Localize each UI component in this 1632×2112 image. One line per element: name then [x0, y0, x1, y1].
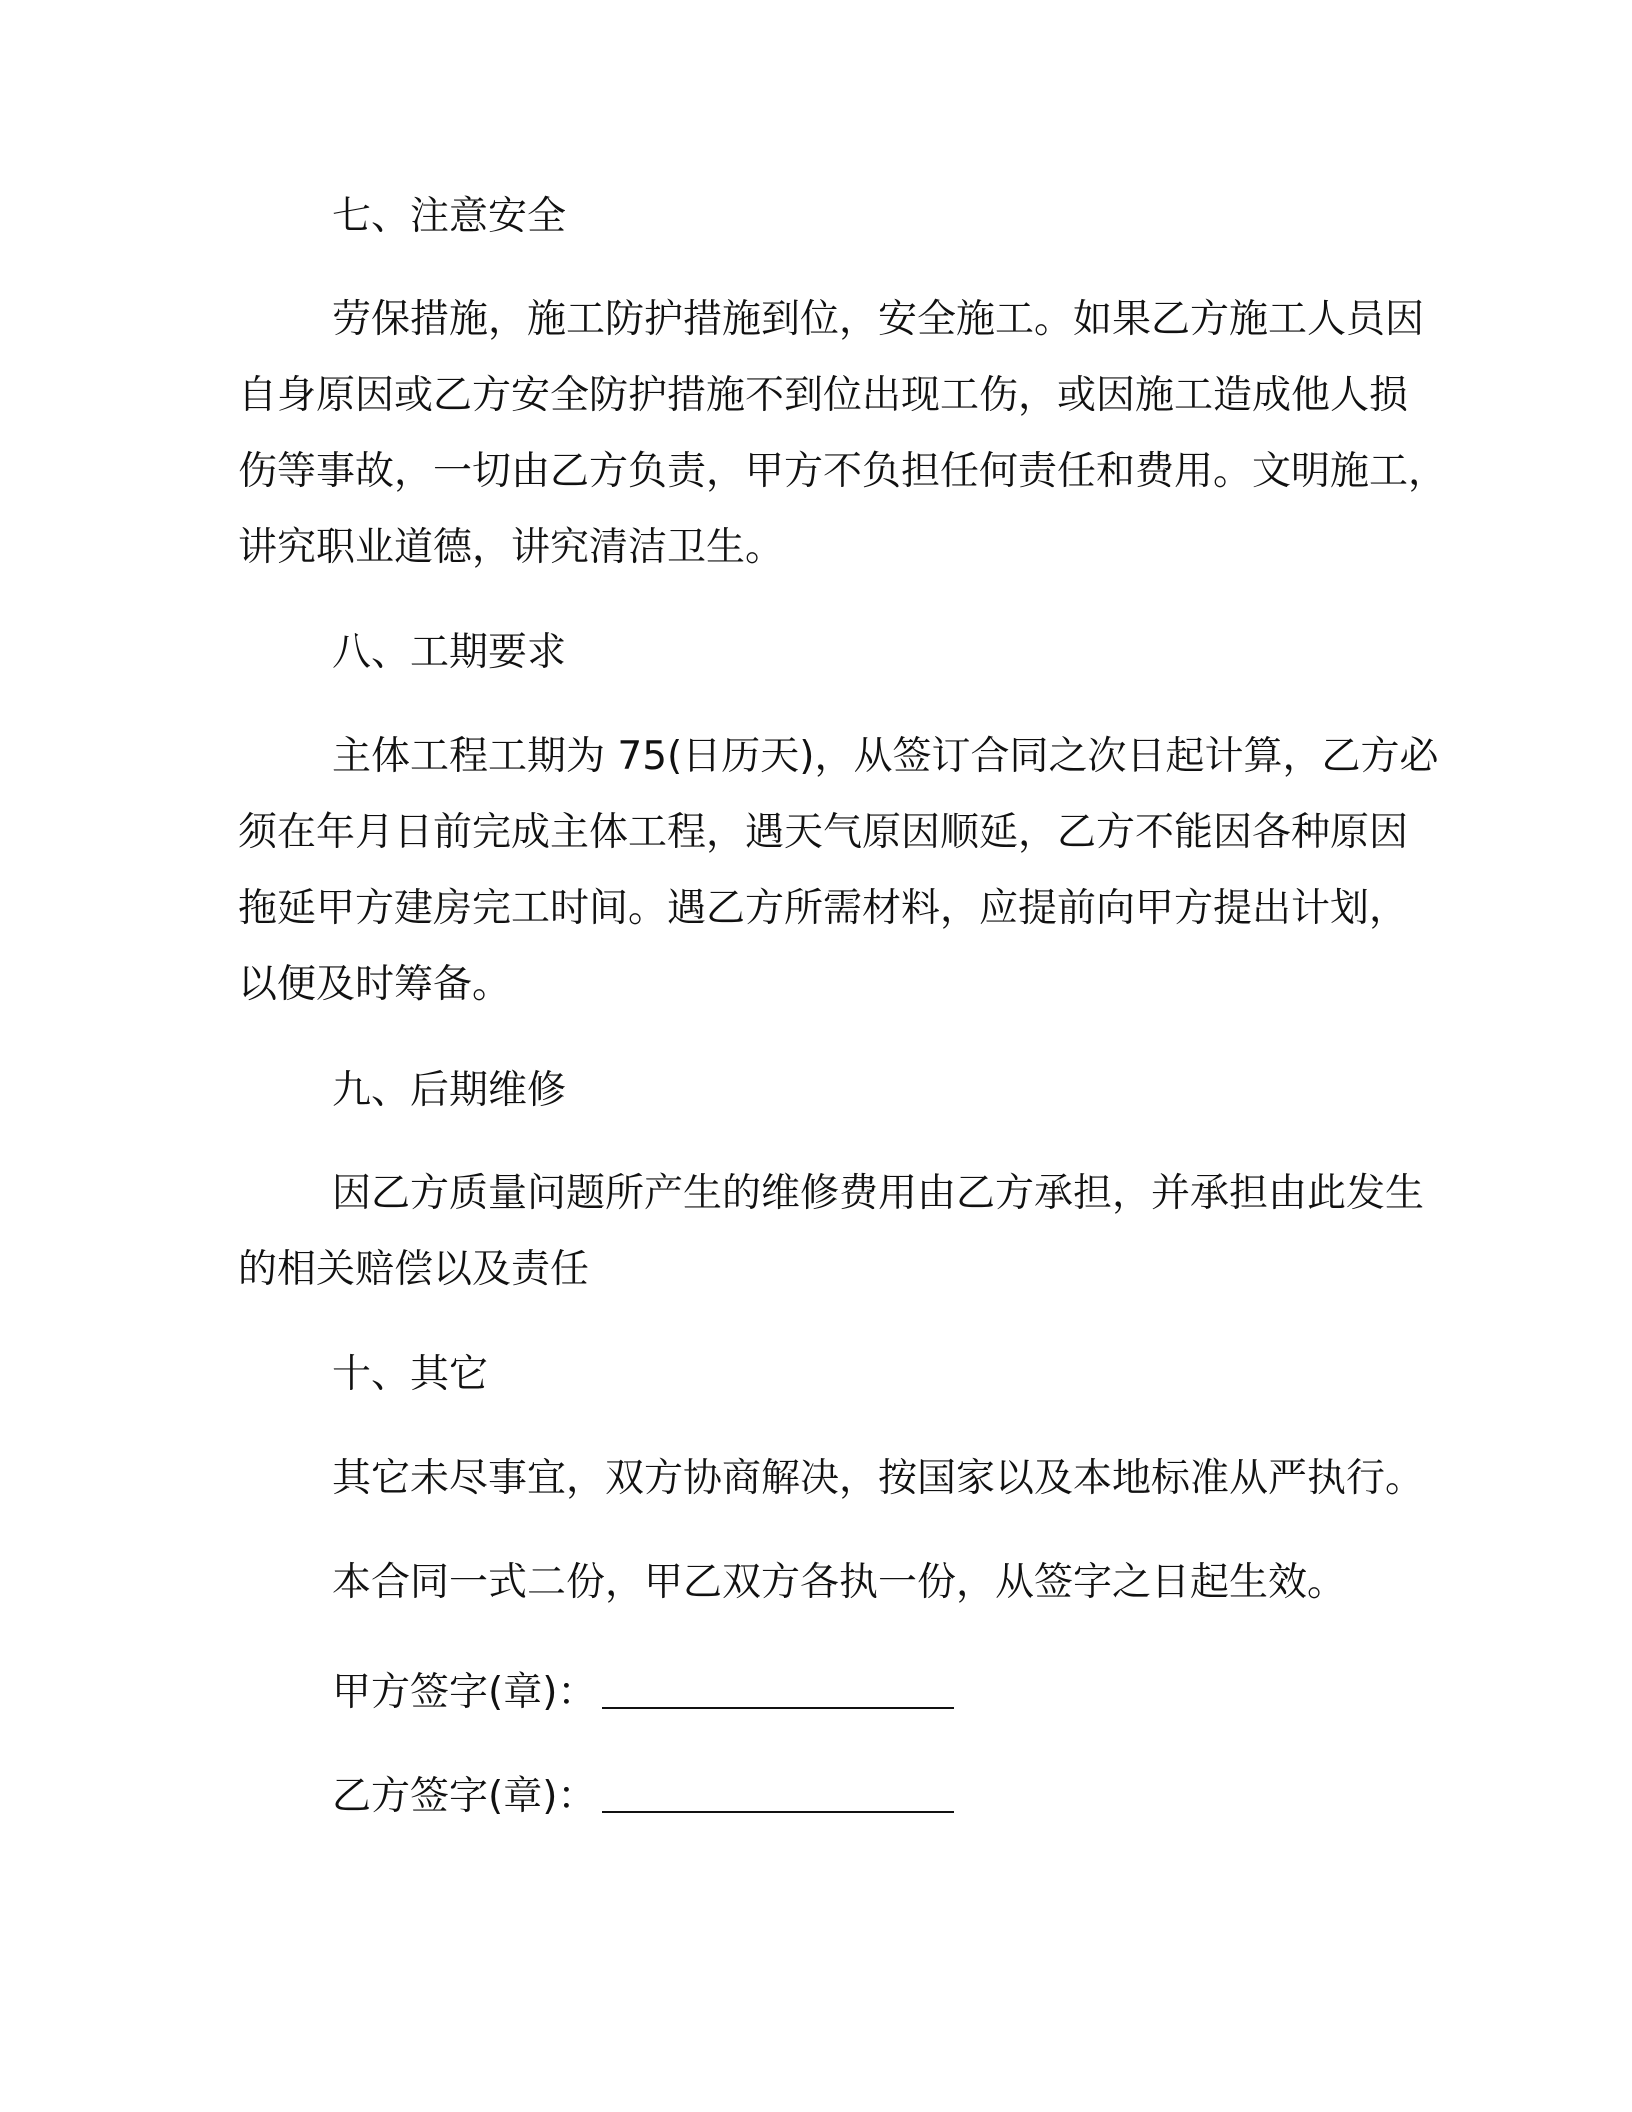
section-9-line-1: 因乙方质量问题所产生的维修费用由乙方承担，并承担由此发生 — [332, 1171, 1425, 1216]
section-7-line-1: 劳保措施，施工防护措施到位，安全施工。如果乙方施工人员因 — [332, 297, 1425, 342]
party-a-signature-label: 甲方签字(章)： — [332, 1670, 597, 1715]
section-heading-8: 八、工期要求 — [332, 630, 567, 675]
party-a-signature-line — [332, 1663, 954, 1717]
section-8-line-3: 拖延甲方建房完工时间。遇乙方所需材料，应提前向甲方提出计划， — [238, 886, 1409, 931]
party-b-signature-line — [332, 1767, 954, 1821]
party-b-signature-label: 乙方签字(章)： — [332, 1774, 597, 1819]
section-heading-9: 九、后期维修 — [332, 1068, 567, 1113]
section-heading-10: 十、其它 — [332, 1352, 489, 1397]
section-8-line-4: 以便及时筹备。 — [238, 962, 512, 1007]
section-7-line-4: 讲究职业道德，讲究清洁卫生。 — [238, 525, 785, 570]
section-7-line-2: 自身原因或乙方安全防护措施不到位出现工伤，或因施工造成他人损 — [238, 373, 1409, 418]
section-10-line-1: 其它未尽事宜，双方协商解决，按国家以及本地标准从严执行。 — [332, 1456, 1425, 1501]
section-9-line-2: 的相关赔偿以及责任 — [238, 1247, 590, 1292]
section-heading-7: 七、注意安全 — [332, 194, 567, 239]
section-7-line-3: 伤等事故，一切由乙方负责，甲方不负担任何责任和费用。文明施工， — [238, 449, 1448, 494]
closing-statement: 本合同一式二份，甲乙双方各执一份，从签字之日起生效。 — [332, 1560, 1347, 1605]
party-b-signature-blank — [602, 1771, 954, 1813]
section-8-line-1: 主体工程工期为 75(日历天)，从签订合同之次日起计算，乙方必 — [332, 734, 1439, 779]
section-8-line-2: 须在年月日前完成主体工程，遇天气原因顺延，乙方不能因各种原因 — [238, 810, 1409, 855]
party-a-signature-blank — [602, 1667, 954, 1709]
